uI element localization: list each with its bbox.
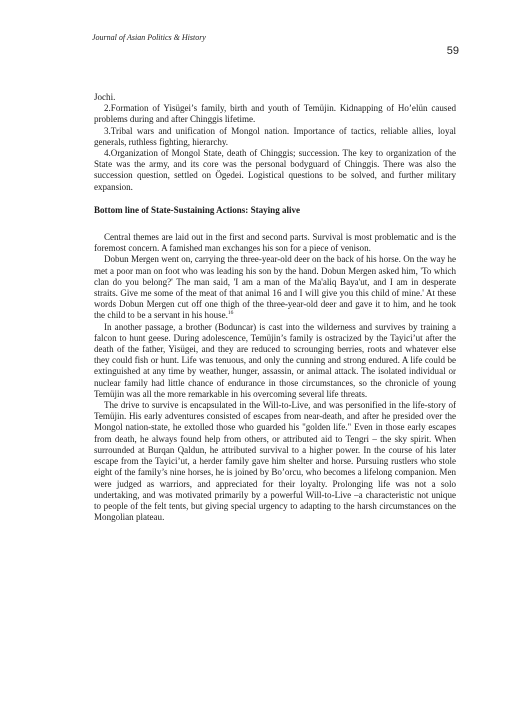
page-number: 59 (446, 45, 459, 57)
paragraph-dobun-mergen-text: Dobun Mergen went on, carrying the three-year-old deer on the back of his horse. On the way he met a poor man on foot who was leading his son by the hand. Dobun Mergen asked him, 'To which clan do you belong?' The man said, 'I am a man of the Ma'aliq Baya'ut, and I am in desperate straits. Give me some of the meat of that animal 16 and I will give you this child of mine.' At these words Dobun Mergen cut off one thigh of the three-year-old deer and gave it to him, and he took the child to be a servant in his house. (94, 254, 456, 321)
section-heading: Bottom line of State-Sustaining Actions: Staying alive (94, 204, 301, 215)
list-item: 3.Tribal wars and unification of Mongol nation. Importance of tactics, reliable allies, loyal generals, ruthless fighting, hierarchy. (94, 125, 456, 147)
footnote-marker: 16 (227, 310, 234, 317)
paragraph-boduncar: In another passage, a brother (Boduncar) is cast into the wilderness and survives by training a falcon to hunt geese. During adolescence, Temüjin’s family is ostracized by the Tayici’ut after the death of the father, Yisügei, and they are reduced to scrounging berries, roots and whatever else they could fish or hunt. Life was tenuous, and only the cunning and strong endured. A life could be extinguished at any time by weather, hunger, assassin, or animal attack. The isolated individual or nuclear family had little chance of endurance in those circumstances, so the chronicle of young Temüjin was all the more remarkable in his overcoming several life threats. (94, 321, 456, 399)
intro-line: Jochi. (94, 92, 116, 102)
paragraph-survival: Central themes are laid out in the first and second parts. Survival is most problematic and is the foremost concern. A famished man exchanges his son for a piece of venison. (94, 232, 456, 254)
list-item: 4.Organization of Mongol State, death of Chinggis; succession. The key to organization of the State was the army, and its core was the personal bodyguard of Chinggis. There was also the succession question, settled on Ögedei. Logistical questions to be solved, and further military expansion. (94, 148, 456, 192)
list-item: 2.Formation of Yisügei’s family, birth and youth of Temüjin. Kidnapping of Ho’elün caused problems during and after Chinggis lifetime. (94, 103, 456, 125)
paragraph-will-to-live: The drive to survive is encapsulated in the Will-to-Live, and was personified in the life-story of Temüjin. His early adventures consisted of escapes from near-death, and after he presided over the Mongol nation-state, he extolled those who guarded his "golden life." Even in those early escapes from death, he always found help from others, or attributed aid to Tengri – the sky spirit. When surrounded at Burqan Qaldun, he attributed survival to a higher power. In the course of his later escape from the Tayici’ut, a herder family gave him shelter and horse. Pursuing rustlers who stole eight of the family’s nine horses, he is joined by Bo’orcu, who becomes a lifelong companion. Men were judged as warriors, and appreciated for their loyalty. Prolonging life was not a solo undertaking, and was motivated primarily by a powerful Will-to-Live –a characteristic not unique to people of the felt tents, but giving special urgency to adapting to the harsh circumstances on the Mongolian plateau. (94, 400, 456, 523)
running-head: Journal of Asian Politics & History (92, 33, 206, 42)
body-text (94, 92, 456, 523)
paragraph-dobun-mergen (94, 254, 456, 321)
